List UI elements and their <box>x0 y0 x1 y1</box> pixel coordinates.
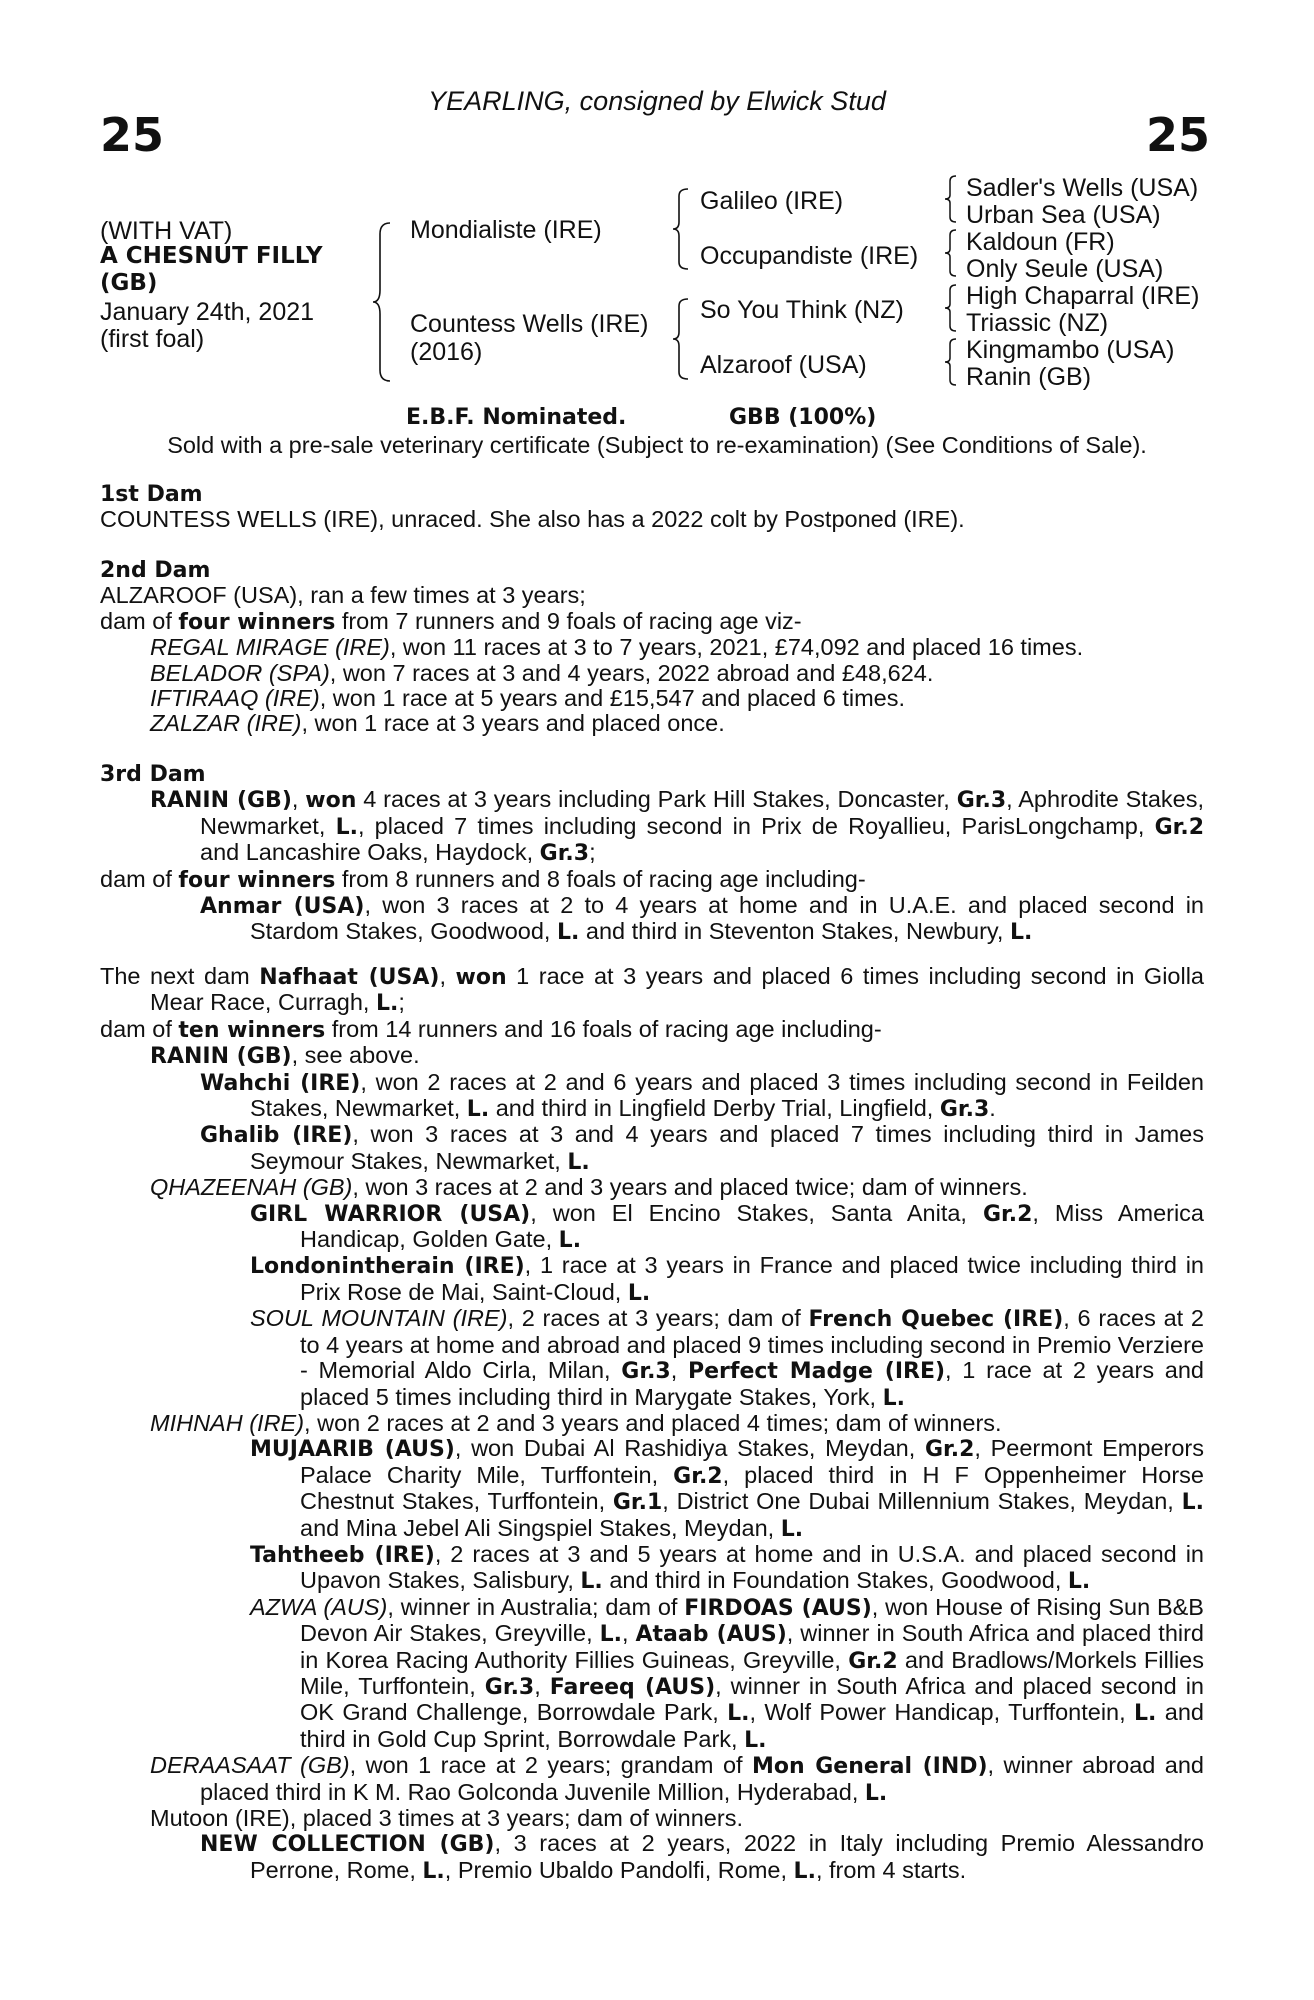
ebf-nominated: E.B.F. Nominated. <box>406 405 627 430</box>
gen2-dam-dam: Alzaroof (USA) <box>700 351 867 379</box>
gen3-2: Urban Sea (USA) <box>966 201 1161 229</box>
gen3-8: Ranin (GB) <box>966 363 1092 391</box>
sire-name: Mondialiste (IRE) <box>410 216 602 244</box>
lot-number-left: 25 <box>100 108 165 162</box>
gen3-6: Triassic (NZ) <box>966 309 1109 337</box>
gen3-3: Kaldoun (FR) <box>966 228 1115 256</box>
second-dam-line1: ALZAROOF (USA), ran a few times at 3 years; <box>100 582 586 609</box>
pedigree-brace-sire <box>672 188 690 270</box>
first-dam-heading: 1st Dam <box>100 482 203 507</box>
progeny-item: ZALZAR (IRE), won 1 race at 3 years and placed once. <box>150 710 725 737</box>
nafhaat-entry: The next dam Nafhaat (USA), won 1 race at 3 years and placed 6 times including second in Giolla Mear Race, Curragh, L.; <box>100 963 1204 1017</box>
mihnah-entry: MIHNAH (IRE), won 2 races at 2 and 3 years and placed 4 times; dam of winners. <box>150 1409 1002 1436</box>
pedigree-brace-g3-3 <box>944 284 958 332</box>
pedigree-brace-dam <box>672 298 690 380</box>
gen3-7: Kingmambo (USA) <box>966 336 1175 364</box>
gen2-dam-sire: So You Think (NZ) <box>700 296 904 324</box>
next-dam-section <box>100 964 1204 1884</box>
ranin-entry: RANIN (GB), won 4 races at 3 years including Park Hill Stakes, Doncaster, Gr.3, Aphrodite Stakes, Newmarket, L., placed 7 times including second in Prix de Royallieu, ParisLongchamp, Gr.2 and Lancashire Oaks, Haydock, Gr.3; <box>150 786 1205 867</box>
first-dam-section <box>100 482 1204 533</box>
ghalib-entry: Ghalib (IRE), won 3 races at 3 and 4 years and placed 7 times including third in James Seymour Stakes, Newmarket, L. <box>200 1121 1204 1175</box>
pedigree-brace-g3-4 <box>944 338 958 386</box>
gen3-5: High Chaparral (IRE) <box>966 282 1200 310</box>
new-collection-entry: NEW COLLECTION (GB), 3 races at 2 years, 2022 in Italy including Premio Alessandro Perrone, Rome, L., Premio Ubaldo Pandolfi, Rome, L., from 4 starts. <box>200 1830 1204 1884</box>
pedigree-brace-main <box>372 222 392 382</box>
second-dam-heading: 2nd Dam <box>100 558 211 583</box>
lot-name-line1: A CHESNUT FILLY <box>100 243 323 269</box>
anmar-entry: Anmar (USA), won 3 races at 2 to 4 years at home and in U.A.E. and placed second in Stardom Stakes, Goodwood, L. and third in Steventon Stakes, Newbury, L. <box>200 892 1204 946</box>
londonintherain-entry: Londonintherain (IRE), 1 race at 3 years in France and placed twice including third in Prix Rose de Mai, Saint-Cloud, L. <box>250 1252 1204 1306</box>
lot-number-right: 25 <box>1145 108 1210 162</box>
gen2-sire-dam: Occupandiste (IRE) <box>700 242 919 270</box>
pedigree-brace-g3-1 <box>944 175 958 223</box>
gen3-4: Only Seule (USA) <box>966 255 1164 283</box>
qhazeenah-entry: QHAZEENAH (GB), won 3 races at 2 and 3 years and placed twice; dam of winners. <box>150 1174 1028 1201</box>
foal-note: (first foal) <box>100 325 205 353</box>
gbb-status: GBB (100%) <box>729 405 877 430</box>
pedigree-brace-g3-2 <box>944 229 958 277</box>
deraasaat-entry: DERAASAAT (GB), won 1 race at 2 years; grandam of Mon General (IND), winner abroad and placed third in K M. Rao Golconda Juvenile Million, Hyderabad, L. <box>150 1752 1204 1806</box>
girl-warrior-entry: GIRL WARRIOR (USA), won El Encino Stakes, Santa Anita, Gr.2, Miss America Handicap, Golden Gate, L. <box>250 1199 1205 1254</box>
tahtheeb-entry: Tahtheeb (IRE), 2 races at 3 and 5 years at home and in U.S.A. and placed second in Upavon Stakes, Salisbury, L. and third in Foundation Stakes, Goodwood, L. <box>250 1540 1204 1595</box>
wahchi-entry: Wahchi (IRE), won 2 races at 2 and 6 years and placed 3 times including second in Feilden Stakes, Newmarket, L. and third in Lingfield Derby Trial, Lingfield, Gr.3. <box>200 1068 1204 1123</box>
next-dam-dam-of: dam of ten winners from 14 runners and 16 foals of racing age including- <box>100 1015 882 1043</box>
third-dam-heading: 3rd Dam <box>100 762 206 787</box>
vat-note: (WITH VAT) <box>100 217 233 245</box>
mutoon-entry: Mutoon (IRE), placed 3 times at 3 years; dam of winners. <box>150 1805 743 1831</box>
first-dam-text: COUNTESS WELLS (IRE), unraced. She also has a 2022 colt by Postponed (IRE). <box>100 506 965 533</box>
gen2-sire-sire: Galileo (IRE) <box>700 187 844 215</box>
date-of-birth: January 24th, 2021 <box>100 298 315 326</box>
lot-name-line2: (GB) <box>100 270 158 296</box>
progeny-item: IFTIRAAQ (IRE), won 1 race at 5 years and £15,547 and placed 6 times. <box>150 685 905 712</box>
dam-name: Countess Wells (IRE) <box>410 310 649 338</box>
progeny-item: REGAL MIRAGE (IRE), won 11 races at 3 to 7 years, 2021, £74,092 and placed 16 times. <box>150 634 1084 661</box>
soul-mountain-entry: SOUL MOUNTAIN (IRE), 2 races at 3 years; dam of French Quebec (IRE), 6 races at 2 to 4 years at home and abroad and placed 9 times including second in Premio Verziere - Memorial Aldo Cirla, Milan, Gr.3, Perfect Madge (IRE), 1 race at 2 years and placed 5 times including third in Marygate Stakes, York, L. <box>250 1305 1204 1411</box>
third-dam-section <box>100 762 1204 946</box>
dam-year: (2016) <box>410 338 483 366</box>
azwa-entry: AZWA (AUS), winner in Australia; dam of FIRDOAS (AUS), won House of Rising Sun B&B Devon Air Stakes, Greyville, L., Ataab (AUS), winner in South Africa and placed third in Korea Racing Authority Fillies Guineas, Greyville, Gr.2 and Bradlows/Morkels Fillies Mile, Turffontein, Gr.3, Fareeq (AUS), winner in South Africa and placed second in OK Grand Challenge, Borrowdale Park, L., Wolf Power Handicap, Turffontein, L. and third in Gold Cup Sprint, Borrowdale Park, L. <box>250 1593 1205 1753</box>
ranin-ref-entry: RANIN (GB), see above. <box>150 1042 420 1070</box>
gen3-1: Sadler's Wells (USA) <box>966 174 1199 202</box>
progeny-item: BELADOR (SPA), won 7 races at 3 and 4 years, 2022 abroad and £48,624. <box>150 659 934 686</box>
mujaarib-entry: MUJAARIB (AUS), won Dubai Al Rashidiya Stakes, Meydan, Gr.2, Peermont Emperors Palace Charity Mile, Turffontein, Gr.2, placed third in H F Oppenheimer Horse Chestnut Stakes, Turffontein, Gr.1, District One Dubai Millennium Stakes, Meydan, L. and Mina Jebel Ali Singspiel Stakes, Meydan, L. <box>250 1435 1204 1542</box>
second-dam-section <box>100 558 1204 737</box>
vet-certificate-note: Sold with a pre-sale veterinary certificate (Subject to re-examination) (See Conditions of Sale). <box>167 432 1147 458</box>
consignment-header: YEARLING, consigned by Elwick Stud <box>428 86 886 116</box>
third-dam-dam-of: dam of four winners from 8 runners and 8 foals of racing age including- <box>100 865 866 893</box>
second-dam-dam-of: dam of four winners from 7 runners and 9 foals of racing age viz- <box>100 607 802 635</box>
